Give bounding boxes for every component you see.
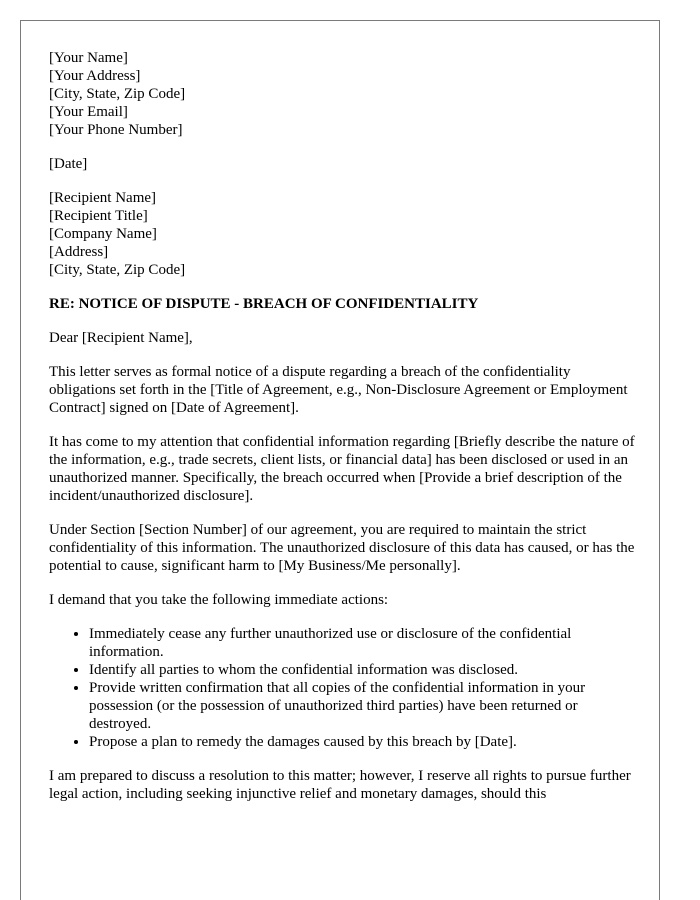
sender-phone: [Your Phone Number] bbox=[49, 122, 183, 138]
recipient-company: [Company Name] bbox=[49, 226, 157, 242]
list-item: • Provide written confirmation that all copies of the confidential information in your possession (or the possession of unauthorized third parties) have been returned or destroyed. bbox=[89, 679, 639, 733]
paragraph-demand: I demand that you take the following immediate actions: bbox=[49, 592, 389, 608]
demand-actions-list bbox=[49, 625, 639, 751]
sender-city-state-zip: [City, State, Zip Code] bbox=[49, 86, 186, 102]
paragraph-notice: This letter serves as formal notice of a dispute regarding a breach of the confidentiality obligations set forth in the [Title of Agreement, e.g., Non-Disclosure Agreement or Employment Contract] signed on [Date of Agreement]. bbox=[49, 364, 628, 416]
paragraph-breach-details: It has come to my attention that confidential information regarding [Briefly describe the nature of the information, e.g., trade secrets, client lists, or financial data] has been disclosed or used in an unauthorized manner. Specifically, the breach occurred when [Provide a brief description of the incident/unauthorized disclosure]. bbox=[49, 434, 635, 504]
sender-block bbox=[49, 49, 639, 139]
list-item: • Immediately cease any further unauthorized use or disclosure of the confidential information. bbox=[89, 625, 639, 661]
sender-email: [Your Email] bbox=[49, 104, 128, 120]
salutation: Dear [Recipient Name], bbox=[49, 330, 193, 346]
letter-date: [Date] bbox=[49, 156, 88, 172]
recipient-block bbox=[49, 189, 639, 279]
letter-body bbox=[49, 49, 639, 819]
recipient-city-state-zip: [City, State, Zip Code] bbox=[49, 262, 186, 278]
paragraph-obligation: Under Section [Section Number] of our agreement, you are required to maintain the strict confidentiality of this information. The unauthorized disclosure of this data has caused, or has the potential to cause, significant harm to [My Business/Me personally]. bbox=[49, 522, 635, 574]
recipient-address: [Address] bbox=[49, 244, 109, 260]
sender-address: [Your Address] bbox=[49, 68, 141, 84]
recipient-title: [Recipient Title] bbox=[49, 208, 148, 224]
subject-line: RE: NOTICE OF DISPUTE - BREACH OF CONFIDENTIALITY bbox=[49, 296, 479, 312]
list-item: • Propose a plan to remedy the damages caused by this breach by [Date]. bbox=[89, 733, 639, 751]
list-item: • Identify all parties to whom the confidential information was disclosed. bbox=[89, 661, 639, 679]
paragraph-closing: I am prepared to discuss a resolution to this matter; however, I reserve all rights to pursue further legal action, including seeking injunctive relief and monetary damages, should this bbox=[49, 768, 631, 802]
sender-name: [Your Name] bbox=[49, 50, 128, 66]
letter-page bbox=[20, 20, 660, 900]
date-block bbox=[49, 155, 639, 173]
recipient-name: [Recipient Name] bbox=[49, 190, 157, 206]
